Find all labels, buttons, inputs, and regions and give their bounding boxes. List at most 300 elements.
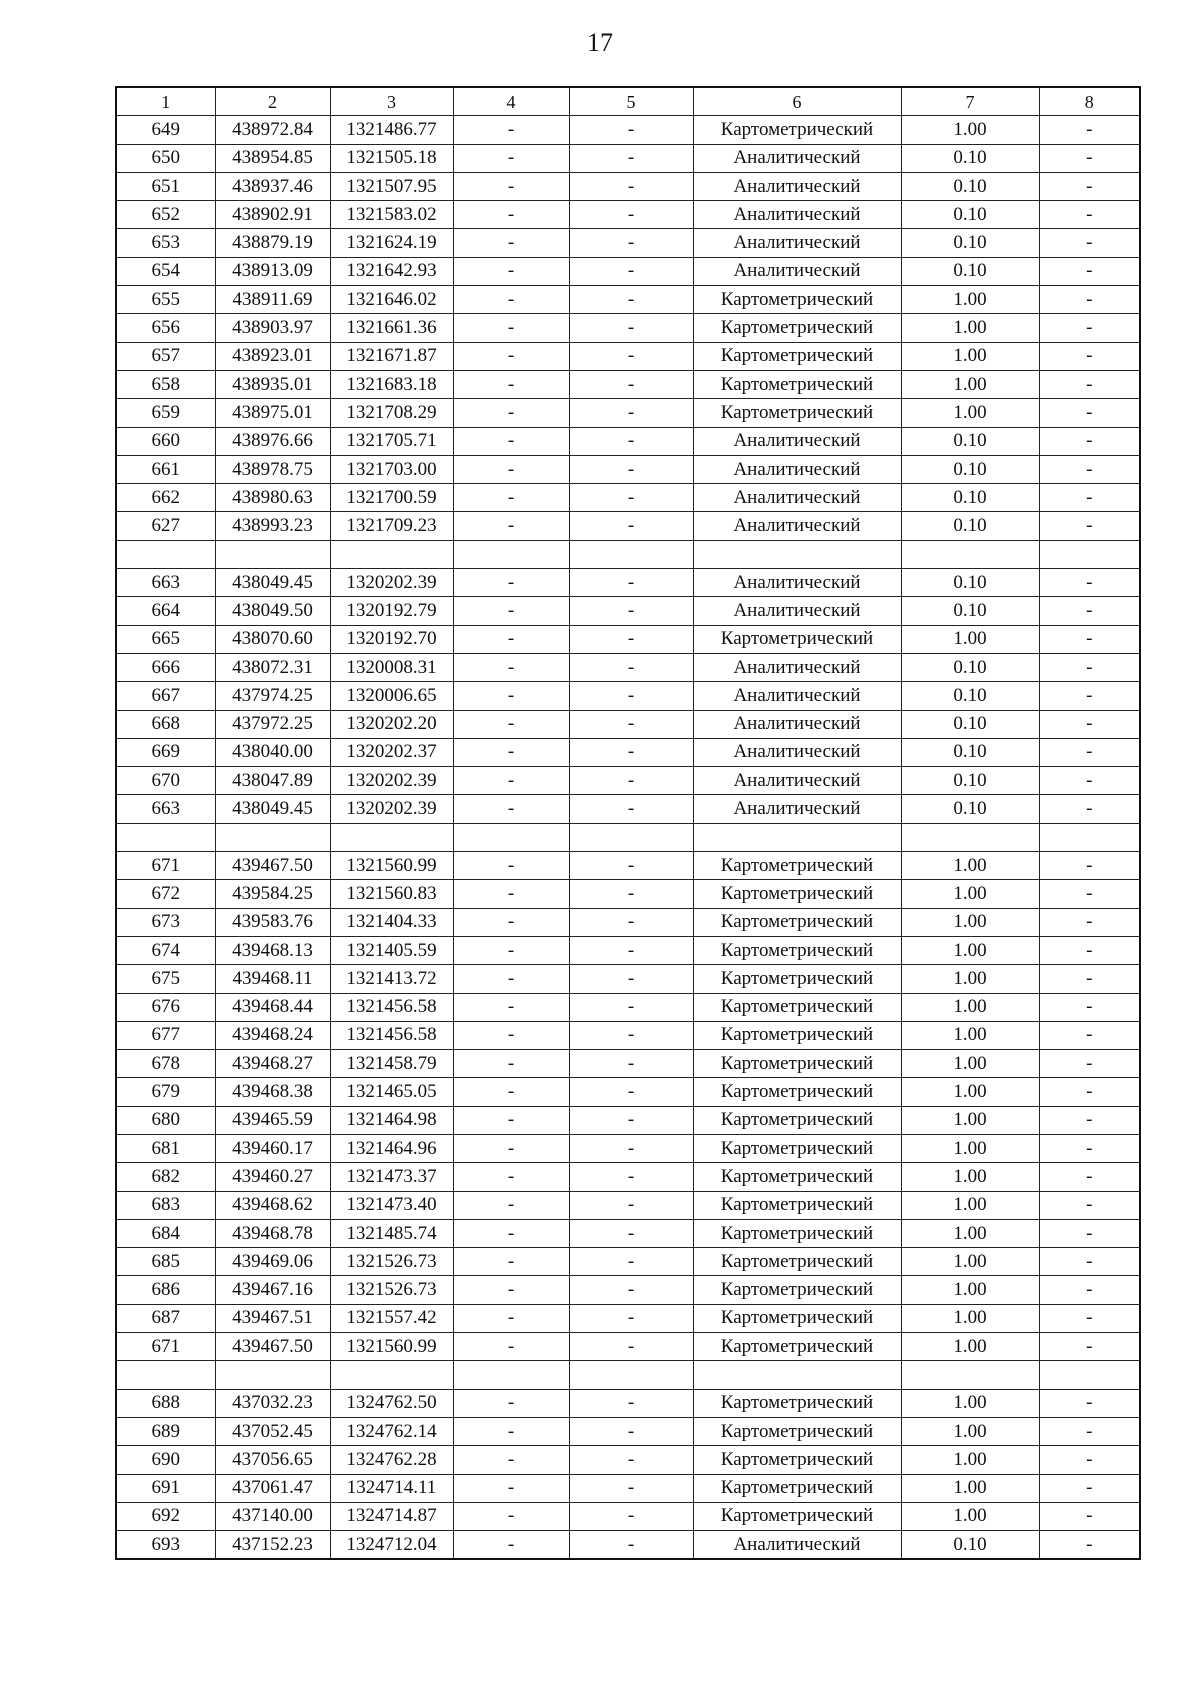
table-cell-col-2: 437152.23 [215, 1531, 330, 1560]
table-cell-col-8: - [1039, 1276, 1140, 1304]
table-cell-col-3: 1321464.96 [330, 1134, 453, 1162]
table-cell-col-3: 1320192.70 [330, 625, 453, 653]
table-cell-col-1: 656 [116, 314, 215, 342]
table-cell-col-3: 1321456.58 [330, 993, 453, 1021]
table-cell-col-4: - [453, 399, 569, 427]
table-cell-col-5: - [569, 427, 693, 455]
table-cell-col-4: - [453, 427, 569, 455]
table-cell-col-1: 660 [116, 427, 215, 455]
table-cell-col-3: 1321465.05 [330, 1078, 453, 1106]
table-cell-col-7: 0.10 [901, 484, 1039, 512]
table-cell-col-2: 437974.25 [215, 682, 330, 710]
table-cell-col-7: 1.00 [901, 342, 1039, 370]
table-cell-col-6: Картометрический [693, 625, 901, 653]
table-cell-col-4: - [453, 229, 569, 257]
table-cell-col-5: - [569, 201, 693, 229]
table-cell-col-1: 686 [116, 1276, 215, 1304]
table-row [116, 710, 1140, 738]
table-row [116, 172, 1140, 200]
table-cell-col-1: 655 [116, 286, 215, 314]
table-cell-col-4: - [453, 1050, 569, 1078]
table-row [116, 1021, 1140, 1049]
table-cell-col-7: 1.00 [901, 1050, 1039, 1078]
table-cell-col-6: Картометрический [693, 1219, 901, 1247]
table-row [116, 597, 1140, 625]
table-cell-col-4: - [453, 1134, 569, 1162]
table-row [116, 1446, 1140, 1474]
table-cell-col-3: 1321560.83 [330, 880, 453, 908]
table-cell-col-1: 653 [116, 229, 215, 257]
table-cell-col-3 [330, 1361, 453, 1389]
table-cell-col-7: 0.10 [901, 767, 1039, 795]
table-cell-col-6: Аналитический [693, 653, 901, 681]
table-cell-col-1: 672 [116, 880, 215, 908]
table-row [116, 286, 1140, 314]
table-cell-col-8: - [1039, 455, 1140, 483]
table-cell-col-3: 1321486.77 [330, 116, 453, 144]
table-cell-col-6: Картометрический [693, 1191, 901, 1219]
table-cell-col-6: Аналитический [693, 597, 901, 625]
table-cell-col-1: 665 [116, 625, 215, 653]
table-cell-col-8: - [1039, 1531, 1140, 1560]
table-cell-col-6: Картометрический [693, 370, 901, 398]
table-cell-col-2: 439467.50 [215, 852, 330, 880]
table-cell-col-1: 652 [116, 201, 215, 229]
table-row [116, 201, 1140, 229]
table-row [116, 229, 1140, 257]
table-row [116, 795, 1140, 823]
table-cell-col-2: 438072.31 [215, 653, 330, 681]
table-cell-col-3: 1321526.73 [330, 1248, 453, 1276]
table-cell-col-5: - [569, 342, 693, 370]
table-cell-col-2: 438993.23 [215, 512, 330, 540]
table-cell-col-7: 1.00 [901, 1474, 1039, 1502]
table-cell-col-4: - [453, 342, 569, 370]
table-cell-col-6: Картометрический [693, 1417, 901, 1445]
table-cell-col-7: 1.00 [901, 908, 1039, 936]
column-header: 4 [453, 87, 569, 116]
table-cell-col-7: 1.00 [901, 314, 1039, 342]
table-row [116, 399, 1140, 427]
table-cell-col-1: 657 [116, 342, 215, 370]
table-cell-col-3: 1321646.02 [330, 286, 453, 314]
table-cell-col-7: 1.00 [901, 1134, 1039, 1162]
table-cell-col-1: 679 [116, 1078, 215, 1106]
table-cell-col-1: 663 [116, 795, 215, 823]
table-row [116, 1106, 1140, 1134]
table-cell-col-2: 438049.45 [215, 795, 330, 823]
table-cell-col-5: - [569, 795, 693, 823]
table-cell-col-4: - [453, 512, 569, 540]
table-cell-col-1: 692 [116, 1502, 215, 1530]
column-header: 6 [693, 87, 901, 116]
table-cell-col-7: 1.00 [901, 880, 1039, 908]
table-cell-col-1: 675 [116, 965, 215, 993]
table-cell-col-2: 439468.27 [215, 1050, 330, 1078]
table-cell-col-8: - [1039, 116, 1140, 144]
table-cell-col-8: - [1039, 682, 1140, 710]
table-cell-col-7: 1.00 [901, 1389, 1039, 1417]
table-cell-col-5: - [569, 1248, 693, 1276]
table-cell-col-6: Картометрический [693, 1050, 901, 1078]
table-cell-col-7: 1.00 [901, 1304, 1039, 1332]
table-cell-col-2 [215, 540, 330, 568]
table-cell-col-5: - [569, 1417, 693, 1445]
table-cell-col-2: 438935.01 [215, 370, 330, 398]
table-cell-col-8 [1039, 823, 1140, 851]
table-row [116, 880, 1140, 908]
table-body [116, 116, 1140, 1560]
table-cell-col-5: - [569, 1446, 693, 1474]
table-cell-col-5: - [569, 1163, 693, 1191]
table-cell-col-8: - [1039, 427, 1140, 455]
table-cell-col-7: 1.00 [901, 852, 1039, 880]
table-cell-col-1: 661 [116, 455, 215, 483]
table-cell-col-8: - [1039, 993, 1140, 1021]
table-cell-col-4: - [453, 597, 569, 625]
table-cell-col-6: Картометрический [693, 1163, 901, 1191]
table-cell-col-8: - [1039, 767, 1140, 795]
table-cell-col-8: - [1039, 625, 1140, 653]
table-cell-col-7: 0.10 [901, 682, 1039, 710]
table-cell-col-4: - [453, 1304, 569, 1332]
table-cell-col-3 [330, 823, 453, 851]
table-cell-col-2: 438903.97 [215, 314, 330, 342]
table-cell-col-4: - [453, 880, 569, 908]
table-cell-col-3: 1321624.19 [330, 229, 453, 257]
table-cell-col-1: 658 [116, 370, 215, 398]
table-cell-col-4: - [453, 625, 569, 653]
table-cell-col-1: 680 [116, 1106, 215, 1134]
table-cell-col-8: - [1039, 1474, 1140, 1502]
table-cell-col-7: 0.10 [901, 455, 1039, 483]
column-header: 3 [330, 87, 453, 116]
table-row [116, 936, 1140, 964]
table-cell-col-2: 439467.50 [215, 1333, 330, 1361]
table-row [116, 1078, 1140, 1106]
table-cell-col-5: - [569, 993, 693, 1021]
table-cell-col-4: - [453, 201, 569, 229]
table-cell-col-4: - [453, 1474, 569, 1502]
table-cell-col-6: Картометрический [693, 880, 901, 908]
table-cell-col-6: Картометрический [693, 1021, 901, 1049]
table-cell-col-2: 438954.85 [215, 144, 330, 172]
table-cell-col-7: 1.00 [901, 370, 1039, 398]
table-cell-col-4: - [453, 1389, 569, 1417]
table-cell-col-4: - [453, 1417, 569, 1445]
table-cell-col-8: - [1039, 795, 1140, 823]
table-cell-col-8: - [1039, 144, 1140, 172]
table-cell-col-6: Аналитический [693, 201, 901, 229]
table-cell-col-2: 439468.13 [215, 936, 330, 964]
table-header-row [116, 87, 1140, 116]
table-cell-col-8: - [1039, 965, 1140, 993]
table-cell-col-6: Аналитический [693, 512, 901, 540]
table-cell-col-8: - [1039, 597, 1140, 625]
table-cell-col-5 [569, 1361, 693, 1389]
table-cell-col-7: 1.00 [901, 1078, 1039, 1106]
table-cell-col-8: - [1039, 512, 1140, 540]
table-cell-col-7: 1.00 [901, 1106, 1039, 1134]
table-row [116, 144, 1140, 172]
table-cell-col-3: 1320192.79 [330, 597, 453, 625]
table-cell-col-2 [215, 823, 330, 851]
table-cell-col-5: - [569, 1333, 693, 1361]
table-cell-col-3: 1324714.11 [330, 1474, 453, 1502]
table-cell-col-7: 0.10 [901, 795, 1039, 823]
table-cell-col-7: 0.10 [901, 653, 1039, 681]
table-cell-col-3: 1321485.74 [330, 1219, 453, 1247]
table-cell-col-6: Картометрический [693, 342, 901, 370]
table-cell-col-5: - [569, 172, 693, 200]
table-cell-col-2: 438913.09 [215, 257, 330, 285]
table-cell-col-6: Аналитический [693, 710, 901, 738]
table-cell-col-5: - [569, 1304, 693, 1332]
table-cell-col-7: 1.00 [901, 286, 1039, 314]
table-cell-col-6: Аналитический [693, 682, 901, 710]
table-cell-col-1 [116, 540, 215, 568]
table-cell-col-5: - [569, 1106, 693, 1134]
table-cell-col-6: Аналитический [693, 569, 901, 597]
table-row [116, 1248, 1140, 1276]
table-cell-col-3: 1320202.39 [330, 569, 453, 597]
table-cell-col-8: - [1039, 738, 1140, 766]
table-cell-col-6: Аналитический [693, 455, 901, 483]
table-cell-col-2: 437032.23 [215, 1389, 330, 1417]
table-cell-col-8: - [1039, 936, 1140, 964]
table-cell-col-7: 0.10 [901, 144, 1039, 172]
table-cell-col-6: Картометрический [693, 1078, 901, 1106]
table-row [116, 738, 1140, 766]
table-cell-col-2: 438972.84 [215, 116, 330, 144]
table-cell-col-5: - [569, 1389, 693, 1417]
table-cell-col-4: - [453, 1502, 569, 1530]
table-cell-col-5: - [569, 1474, 693, 1502]
table-cell-col-3: 1320202.37 [330, 738, 453, 766]
table-cell-col-4 [453, 1361, 569, 1389]
table-cell-col-5: - [569, 1050, 693, 1078]
table-cell-col-5: - [569, 738, 693, 766]
table-cell-col-5: - [569, 625, 693, 653]
table-cell-col-6: Картометрический [693, 1502, 901, 1530]
table-cell-col-4: - [453, 1191, 569, 1219]
table-cell-col-6: Картометрический [693, 852, 901, 880]
table-cell-col-5: - [569, 1134, 693, 1162]
table-cell-col-5: - [569, 682, 693, 710]
table-row [116, 342, 1140, 370]
table-cell-col-7: 0.10 [901, 257, 1039, 285]
table-cell-col-8: - [1039, 1304, 1140, 1332]
table-cell-col-7: 1.00 [901, 1333, 1039, 1361]
table-cell-col-1: 654 [116, 257, 215, 285]
table-cell-col-1: 690 [116, 1446, 215, 1474]
table-cell-col-1: 651 [116, 172, 215, 200]
table-cell-col-2: 439468.62 [215, 1191, 330, 1219]
table-cell-col-4: - [453, 738, 569, 766]
table-cell-col-2: 438070.60 [215, 625, 330, 653]
table-cell-col-2: 437140.00 [215, 1502, 330, 1530]
table-cell-col-3 [330, 540, 453, 568]
table-cell-col-6: Картометрический [693, 1474, 901, 1502]
table-cell-col-2: 437972.25 [215, 710, 330, 738]
table-cell-col-2: 439467.51 [215, 1304, 330, 1332]
table-row [116, 427, 1140, 455]
table-cell-col-1: 687 [116, 1304, 215, 1332]
table-cell-col-5: - [569, 229, 693, 257]
table-cell-col-2: 439468.24 [215, 1021, 330, 1049]
table-cell-col-2: 438047.89 [215, 767, 330, 795]
table-cell-col-2: 438902.91 [215, 201, 330, 229]
table-row [116, 569, 1140, 597]
table-cell-col-1: 683 [116, 1191, 215, 1219]
table-cell-col-1: 685 [116, 1248, 215, 1276]
table-cell-col-2: 439468.78 [215, 1219, 330, 1247]
table-cell-col-7: 1.00 [901, 1191, 1039, 1219]
table-row [116, 484, 1140, 512]
table-cell-col-8: - [1039, 1417, 1140, 1445]
table-cell-col-4: - [453, 569, 569, 597]
table-cell-col-6 [693, 823, 901, 851]
table-cell-col-1: 671 [116, 1333, 215, 1361]
table-cell-col-6: Картометрический [693, 1389, 901, 1417]
table-cell-col-8 [1039, 540, 1140, 568]
table-row [116, 852, 1140, 880]
table-cell-col-5 [569, 540, 693, 568]
table-cell-col-4: - [453, 455, 569, 483]
table-cell-col-2: 437052.45 [215, 1417, 330, 1445]
table-cell-col-5: - [569, 1191, 693, 1219]
table-cell-col-7: 1.00 [901, 1446, 1039, 1474]
table-cell-col-6: Картометрический [693, 1248, 901, 1276]
table-cell-col-3: 1321507.95 [330, 172, 453, 200]
table-cell-col-7: 0.10 [901, 512, 1039, 540]
table-cell-col-2: 438976.66 [215, 427, 330, 455]
page-number: 17 [587, 28, 613, 57]
table-cell-col-4: - [453, 682, 569, 710]
table-cell-col-7: 1.00 [901, 1417, 1039, 1445]
table-cell-col-4: - [453, 1446, 569, 1474]
table-cell-col-8: - [1039, 229, 1140, 257]
table-cell-col-4: - [453, 908, 569, 936]
table-cell-col-6: Аналитический [693, 767, 901, 795]
table-cell-col-6: Картометрический [693, 1333, 901, 1361]
column-header: 5 [569, 87, 693, 116]
table-cell-col-4: - [453, 1106, 569, 1134]
table-spacer-row [116, 540, 1140, 568]
table-cell-col-1: 689 [116, 1417, 215, 1445]
table-row [116, 257, 1140, 285]
table-cell-col-7: 1.00 [901, 965, 1039, 993]
table-cell-col-1: 659 [116, 399, 215, 427]
table-cell-col-3: 1324762.14 [330, 1417, 453, 1445]
table-cell-col-4: - [453, 370, 569, 398]
table-cell-col-8: - [1039, 1191, 1140, 1219]
table-cell-col-5: - [569, 653, 693, 681]
table-cell-col-8: - [1039, 1106, 1140, 1134]
column-header: 7 [901, 87, 1039, 116]
table-cell-col-2: 438980.63 [215, 484, 330, 512]
table-row [116, 1333, 1140, 1361]
table-cell-col-3: 1321642.93 [330, 257, 453, 285]
table-cell-col-1: 677 [116, 1021, 215, 1049]
table-cell-col-7 [901, 1361, 1039, 1389]
table-cell-col-3: 1321708.29 [330, 399, 453, 427]
table-cell-col-5: - [569, 852, 693, 880]
table-cell-col-8: - [1039, 1333, 1140, 1361]
table-cell-col-2: 439465.59 [215, 1106, 330, 1134]
table-cell-col-1: 684 [116, 1219, 215, 1247]
table-cell-col-8: - [1039, 908, 1140, 936]
table-row [116, 653, 1140, 681]
table-cell-col-3: 1321560.99 [330, 852, 453, 880]
table-row [116, 682, 1140, 710]
table-cell-col-8: - [1039, 1050, 1140, 1078]
table-cell-col-5: - [569, 936, 693, 964]
table-cell-col-8: - [1039, 1446, 1140, 1474]
table-cell-col-5: - [569, 710, 693, 738]
table-cell-col-8: - [1039, 370, 1140, 398]
table-cell-col-6: Аналитический [693, 1531, 901, 1560]
table-row [116, 1531, 1140, 1560]
table-cell-col-6: Картометрический [693, 116, 901, 144]
table-cell-col-8 [1039, 1361, 1140, 1389]
table-cell-col-3: 1321683.18 [330, 370, 453, 398]
table-cell-col-7: 0.10 [901, 569, 1039, 597]
table-cell-col-8: - [1039, 484, 1140, 512]
coordinates-table [115, 86, 1141, 1560]
table-row [116, 512, 1140, 540]
table-cell-col-8: - [1039, 1248, 1140, 1276]
table-cell-col-8: - [1039, 342, 1140, 370]
table-cell-col-4: - [453, 172, 569, 200]
table-row [116, 625, 1140, 653]
table-cell-col-2: 438879.19 [215, 229, 330, 257]
table-cell-col-1: 674 [116, 936, 215, 964]
table-cell-col-3: 1324762.28 [330, 1446, 453, 1474]
table-cell-col-1: 663 [116, 569, 215, 597]
table-cell-col-5: - [569, 569, 693, 597]
table-cell-col-4: - [453, 1021, 569, 1049]
table-cell-col-5: - [569, 965, 693, 993]
table-cell-col-1: 666 [116, 653, 215, 681]
table-cell-col-5: - [569, 314, 693, 342]
table-cell-col-2: 438975.01 [215, 399, 330, 427]
column-header: 1 [116, 87, 215, 116]
table-cell-col-4: - [453, 1531, 569, 1560]
table-cell-col-6: Картометрический [693, 1276, 901, 1304]
table-cell-col-4 [453, 540, 569, 568]
table-row [116, 1191, 1140, 1219]
table-cell-col-7 [901, 540, 1039, 568]
table-row [116, 1502, 1140, 1530]
table-cell-col-3: 1321413.72 [330, 965, 453, 993]
table-cell-col-7: 1.00 [901, 1276, 1039, 1304]
table-cell-col-6: Аналитический [693, 172, 901, 200]
table-cell-col-6: Картометрический [693, 965, 901, 993]
table-cell-col-6: Картометрический [693, 1134, 901, 1162]
table-cell-col-3: 1324712.04 [330, 1531, 453, 1560]
table-cell-col-4: - [453, 1248, 569, 1276]
table-cell-col-2: 438911.69 [215, 286, 330, 314]
table-cell-col-5: - [569, 370, 693, 398]
table-cell-col-7: 1.00 [901, 993, 1039, 1021]
table-cell-col-5: - [569, 286, 693, 314]
table-cell-col-7: 0.10 [901, 427, 1039, 455]
table-cell-col-3: 1321661.36 [330, 314, 453, 342]
table-cell-col-4: - [453, 314, 569, 342]
table-cell-col-1: 693 [116, 1531, 215, 1560]
table-cell-col-7: 1.00 [901, 1502, 1039, 1530]
